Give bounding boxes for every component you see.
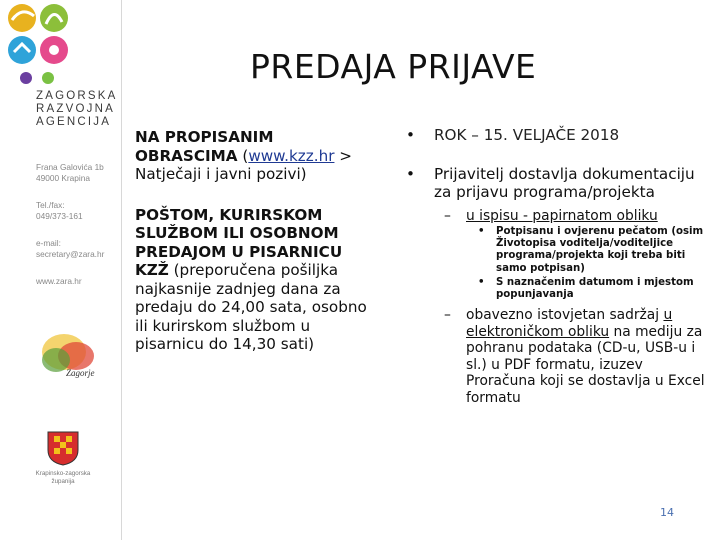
electronic-pre: obavezno istovjetan sadržaj (466, 307, 664, 324)
printed-requirement-item (478, 226, 706, 275)
bullet-glyph: • (406, 164, 415, 183)
address-line-2: 49000 Krapina (36, 172, 90, 183)
printed-form-item (444, 208, 706, 225)
dash-glyph: – (444, 207, 451, 224)
bullet-glyph: • (478, 276, 485, 288)
printed-form-text: u ispisu - papirnatom obliku (466, 207, 658, 224)
deadline-text: ROK – 15. VELJAČE 2018 (434, 126, 620, 144)
organization-name (36, 90, 118, 129)
signature-requirement-text: Potpisanu i ovjerenu pečatom (osim Životopisa voditelja/voditeljice programa/projekta koji treba biti samo potpisan) (496, 226, 704, 274)
bullet-glyph: • (478, 226, 485, 237)
county-crest-icon (46, 430, 80, 466)
forms-path: > Natječaji i javni pozivi) (135, 146, 353, 183)
electronic-emphasis: u elektroničkom obliku (466, 307, 673, 340)
documentation-item (406, 165, 706, 202)
crest-caption-line-2: županija (51, 478, 75, 485)
delivery-details: (preporučena pošiljka najkasnije zadnjeg dana za predaju do 24,00 sata, osobno ili kurirskom službom u pisarnicu do 14,30 sati) (135, 261, 367, 353)
kzz-link[interactable]: www.kzz.hr (248, 146, 335, 165)
deadline-item (406, 126, 706, 145)
right-column (406, 126, 706, 406)
page-number: 14 (660, 506, 674, 519)
org-line: RAZVOJNA (36, 103, 115, 115)
electronic-post: na mediju za pohranu podataka (CD-u, USB-u i sl.) u PDF formatu, izuzev Proračuna koji se dostavlja u Excel formatu (466, 323, 705, 406)
website[interactable]: www.zara.hr (36, 276, 82, 286)
crest-caption-line-1: Krapinsko-zagorska (35, 470, 91, 477)
documentation-text: Prijavitelj dostavlja dokumentaciju za prijavu programa/projekta (434, 164, 695, 201)
org-line: ZAGORSKA (36, 90, 118, 102)
forms-heading: NA PROPISANIM OBRASCIMA (135, 128, 274, 165)
region-label: Zagorje (66, 368, 95, 378)
left-column (135, 128, 375, 354)
phone-number: 049/373-161 (36, 210, 83, 221)
email (36, 238, 104, 259)
paren-open: ( (237, 146, 249, 165)
bullet-glyph: • (406, 126, 415, 144)
slide-title: PREDAJA PRIJAVE (250, 47, 537, 86)
phone-label: Tel./fax: (36, 200, 65, 210)
address (36, 162, 104, 183)
agency-logo-icon (4, 2, 80, 86)
delivery-heading: POŠTOM, KURIRSKOM SLUŽBOM ILI OSOBNOM PREDAJOM U PISARNICU KZŽ (135, 205, 343, 279)
dash-glyph: – (444, 307, 451, 324)
sidebar (0, 0, 120, 540)
address-line-1: Frana Galovića 1b (36, 162, 104, 172)
printed-requirement-item (478, 277, 706, 301)
phone (36, 200, 83, 221)
org-line: AGENCIJA (36, 116, 112, 128)
email-label: e-mail: (36, 238, 61, 248)
forms-block (135, 128, 375, 184)
crest-caption (32, 470, 94, 486)
email-address[interactable]: secretary@zara.hr (36, 248, 105, 259)
electronic-form-text (466, 307, 706, 406)
delivery-block (135, 206, 375, 354)
date-requirement-text: S naznačenim datumom i mjestom popunjavanja (496, 276, 694, 301)
sidebar-divider (121, 0, 122, 540)
electronic-form-item (444, 307, 706, 406)
